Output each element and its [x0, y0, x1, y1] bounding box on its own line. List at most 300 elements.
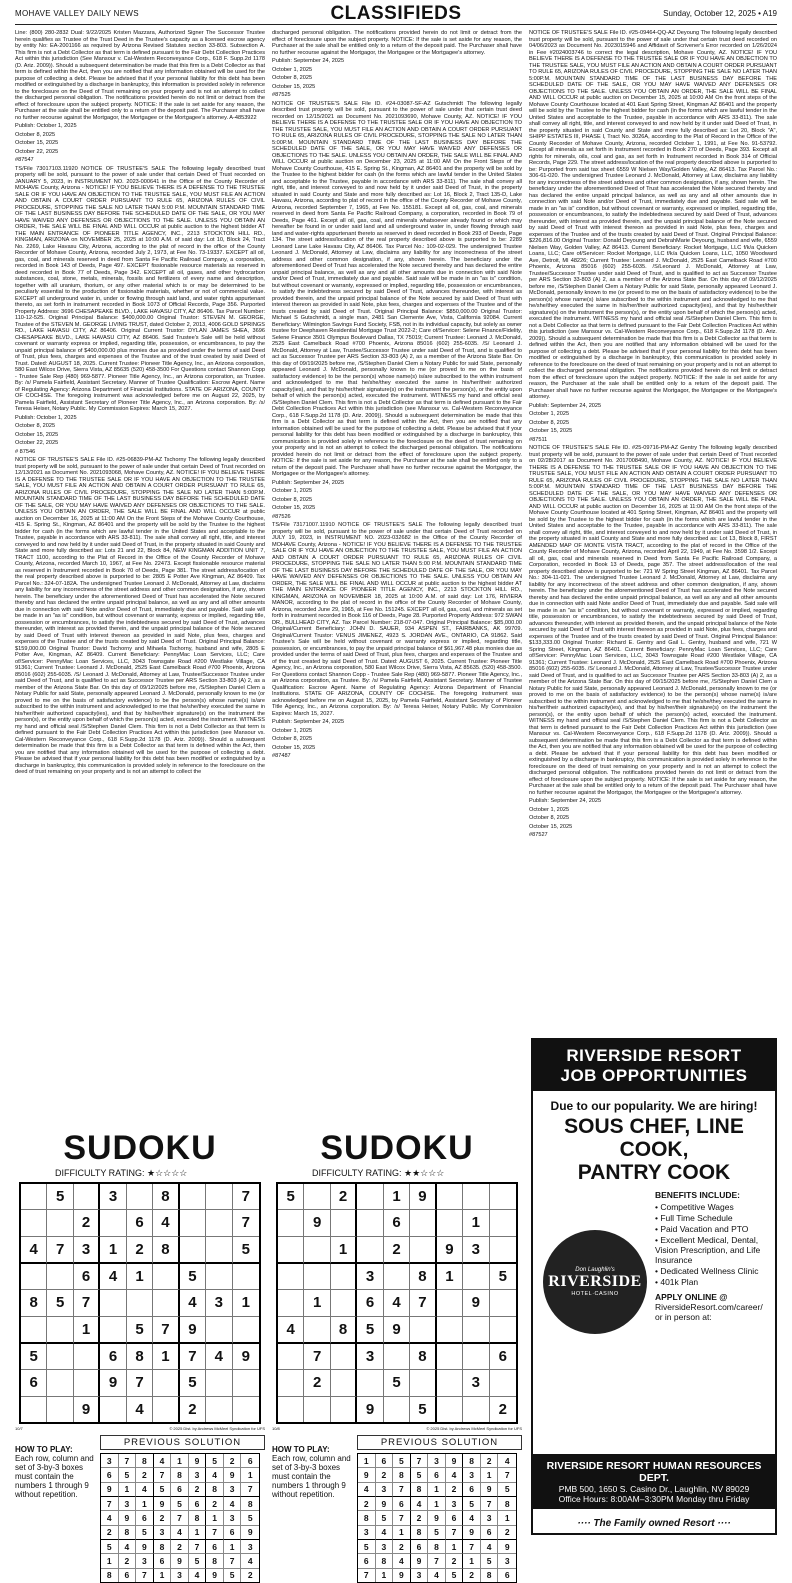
- notice-paragraph: Publish: September 24, 2025: [529, 402, 602, 409]
- solution-cell: 3: [241, 1540, 259, 1554]
- sudoku-cell: 5: [278, 1184, 304, 1210]
- solution-cell: 6: [171, 1483, 189, 1497]
- sudoku-cell: [180, 1184, 206, 1210]
- solution-cell: 6: [154, 1554, 172, 1568]
- sudoku-cell: 1: [153, 1344, 179, 1370]
- sudoku-cell: [153, 1290, 179, 1316]
- solution-cell: 1: [119, 1483, 137, 1497]
- sudoku-cell: [463, 1184, 489, 1210]
- notice-paragraph: October 8, 2025: [529, 419, 570, 426]
- notice-paragraph: October 1, 2025: [529, 806, 570, 813]
- solution-cell: 8: [428, 1540, 446, 1554]
- sudoku-cell: 2: [180, 1397, 206, 1422]
- sudoku-cell: 1: [127, 1264, 153, 1290]
- sudoku-cell: [304, 1317, 330, 1344]
- solution-cell: 7: [393, 1511, 411, 1525]
- solution-cell: 1: [206, 1511, 224, 1525]
- solution-cell: 9: [171, 1554, 189, 1568]
- sudoku-cell: 9: [74, 1397, 100, 1422]
- solution-cell: 1: [428, 1497, 446, 1511]
- solution-cell: 7: [136, 1569, 154, 1582]
- solution-cell: 8: [101, 1569, 119, 1582]
- sudoku-cell: [206, 1370, 232, 1396]
- solution-cell: 7: [428, 1554, 446, 1568]
- sudoku-cell: [437, 1370, 463, 1396]
- solution-cell: 4: [136, 1483, 154, 1497]
- solution-cell: 2: [463, 1569, 481, 1582]
- sudoku-cell: 1: [100, 1237, 126, 1264]
- solution-cell: 1: [224, 1540, 242, 1554]
- sudoku-cell: 3: [100, 1184, 126, 1210]
- notice-paragraph: #87511: [529, 436, 548, 443]
- sudoku-cell: [278, 1264, 304, 1290]
- solution-cell: 3: [428, 1454, 446, 1468]
- solution-cell: 3: [136, 1554, 154, 1568]
- sudoku-cell: 8: [331, 1317, 357, 1344]
- sudoku-cell: [233, 1264, 259, 1290]
- solution-cell: 4: [428, 1569, 446, 1582]
- sudoku-cell: 5: [233, 1237, 259, 1264]
- solution-cell: 4: [481, 1540, 499, 1554]
- solution-cell: 8: [358, 1511, 376, 1525]
- previous-solution-title: PREVIOUS SOLUTION: [100, 1435, 265, 1450]
- notice-paragraph: NOTICE OF TRUSTEE'S SALE File ID. #25-09464-QQ-AZ Deyoung The following legally described trust property will be sold, pursuant to the power of sale under that certain trust deed recorded on 04/06/2023 as Document No. 2023015946 and Affidavit of Scrivener's Error recorded on 1/26/2024 in Fee #2024003746 to correct the legal description, Mohave County, AZ. NOTICE! IF YOU BELIEVE THERE IS A DEFENSE TO THE TRUSTEE SALE OR IF YOU HAVE AN OBJECTION TO THE TRUSTEE SALE, YOU MUST FILE AN ACTION AND OBTAIN A COURT ORDER PURSUANT TO RULE 65, ARIZONA RULES OF CIVIL PROCEDURE, STOPPING THE SALE NO LATER THAN 5:00P.M. MOUNTAIN STANDARD TIME OF THE LAST BUSINESS DAY BEFORE THE SCHEDULED DATE OF THE SALE, OR YOU MAY HAVE WAIVED ANY DEFENSES OR OBJECTIONS TO THE SALE. UNLESS YOU OBTAIN AN ORDER, THE SALE WILL BE FINAL AND WILL OCCUR at public auction on December 15, 2025 at 10:00 AM On the front steps of the Mohave County Courthouse located at 401 East Spring Street, Kingman AZ 86401 and the property will be sold by the Trustee to the highest bidder for cash (in the forms which are lawful tender in the United States and acceptable to the Trustee, payable in accordance with ARS 33-811). The sale shall convey all right, title, and interest conveyed to and now held by it under said Deed of Trust, in the property situated in said County and State and more fully described as: Lot 20, Block "A", SHIPP ESTATES III, PHASE I, Tract No. 3026A, according to the Plat of Record in the Office of the County Recorder of Mohave County, Arizona, recorded October 1, 1991, at Fee No. 91-53792. Except all minerals as set forth in Instrument recorded in Book 270 of Deeds, Page 393. Except all rights for minerals, oils, coal and gas, as set forth in Instrument recorded in Book 314 of Official Records, Page 229. The street address/location of the real property described above is purported to be: Purported from said tax sheet 6559 W Nielsen Way/Golden Valley, AZ 86413. Tax Parcel No.: 306-61-020. The undersigned Trustee Leonard J. McDonald, Attorney at Law, disclaims any liability for any incorrectness of the street address and other common designation, if any, shown herein. The beneficiary under the aforementioned Deed of Trust has accelerated the Note secured thereby and has declared the entire unpaid principal balance, as well as any and all other amounts due in connection with said Note and/or Deed of Trust, immediately due and payable. Said sale will be made in an "as is" condition, but without covenant or warranty, expressed or implied, regarding title, possession or encumbrances, to satisfy the indebtedness secured by said Deed of Trust, advances thereunder, with interest as provided therein, and the unpaid principal balance of the Note secured by said Deed of Trust with interest thereon as provided in said Note, plus fees, charges and expenses of the Trustee and of the trusts created by said Deed of Trust. Original Principal Balance: $226,816.00 Original Trustor: Donald Deyoung and DebrahMarie Deyoung, husband and wife, 6559 Nielsen Way, Golden Valley, AZ 86413. Current Beneficiary: Rocket Mortgage, LLC f/k/a Quicken Loans, LLC; Care of/Servicer: Rocket Mortgage, LLC f/k/a Quicken Loans, LLC, 1050 Woodward Ave, Detroit, MI 48226; Current Trustee: Leonard J. McDonald, 2525 East Camelback Road #700 Phoenix, Arizona 85016 (602) 255-6035. /S/Leonard J. McDonald, Attorney at Law, Trustee/Successor Trustee under said Deed of Trust, and is qualified to act as Successor Trustee per ARS Section 33-803 (A) 2, as a member of the Arizona State Bar. On this day of 09/12/2025 before me, /S/Stephen Daniel Clem a Notary Public for said State, personally appeared Leonard J. McDonald, personally known to me (or proved to me on the basis of satisfactory evidence) to be the person(s) whose name(s) is/are subscribed to the within instrument and acknowledged to me that he/she/they executed the same in his/her/their authorized capacity(ies), and that by his/her/their signature(s) on the instrument the person(s), or the entity upon behalf of which the person(s) acted, executed the instrument. WITNESS my hand and official seal /S/Stephen Daniel Clem. This firm is not a Debt Collector as that term is defined pursuant to the Fair Debt Collection Practices Act within this jurisdiction (see Mansour vs. Cal-Western Reconveyance Corp., 618 F.Supp.2d 1178 (D. Ariz. 2009)). Should a subsequent determination be made that this firm is a Debt Collector as that term is defined within the Act, then you are notified that any information obtained will be used for the purpose of collecting a debt. Please be advised that if your personal liability for this debt has been modified or extinguished by a discharge in bankruptcy, this communication is provided solely in reference to the foreclosure on the deed of trust remaining on your property and is not an attempt to collect the discharged personal obligation. The notifications provided herein do not limit or detract from the effect of foreclosure upon the subject property. NOTICE: If the sale is set aside for any reason, the Purchaser at the sale shall be entitled only to a return of the deposit paid. The Purchaser shall have no further recourse against the Mortgagor, the Mortgagee or the Mortgagee's attorney.: [529, 30, 777, 400]
- solution-cell: 3: [411, 1569, 429, 1582]
- solution-cell: 7: [101, 1497, 119, 1511]
- solution-cell: 3: [498, 1554, 516, 1568]
- solution-cell: 2: [247, 1570, 253, 1581]
- previous-solution-title: PREVIOUS SOLUTION: [357, 1435, 522, 1450]
- sudoku-cell: [278, 1397, 304, 1422]
- solution-cell: 2: [358, 1497, 376, 1511]
- solution-cell: 5: [241, 1511, 259, 1525]
- solution-cell: 3: [119, 1497, 137, 1511]
- riverside-logo: [543, 1230, 647, 1334]
- apply-in-person: or in person at:: [655, 1312, 712, 1322]
- sudoku-cell: 7: [127, 1370, 153, 1396]
- notice-paragraph: Publish: October 1, 2025: [15, 414, 77, 421]
- sudoku-cell: [437, 1290, 463, 1316]
- sudoku-cell: 1: [331, 1237, 357, 1264]
- solution-cell: 1: [154, 1569, 172, 1582]
- paper-name: MOHAVE VALLEY DAILY NEWS: [15, 9, 139, 18]
- notice-paragraph: Publish: September 24, 2025: [272, 58, 345, 64]
- sudoku-cell: 9: [357, 1397, 383, 1422]
- solution-cell: 7: [411, 1454, 429, 1468]
- sudoku-cell: [437, 1210, 463, 1236]
- sudoku-cell: [331, 1397, 357, 1422]
- sudoku-cell: [47, 1264, 73, 1290]
- benefit-item: • Full Time Schedule: [655, 1213, 733, 1223]
- notice-paragraph: NOTICE OF TRUSTEE'S SALE File ID. #25-06839-PM-AZ Tschorny The following legally described trust property will be sold, pursuant to the power of sale under that certain Deed of Trust recorded on 12/13/2021 as Document No. 2021093068, Mohave County, AZ. NOTICE! IF YOU BELIEVE THERE IS A DEFENSE TO THE TRUSTEE SALE OR IF YOU HAVE AN OBJECTION TO THE TRUSTEE SALE, YOU MUST FILE AN ACTION AND OBTAIN A COURT ORDER PURSUANT TO RULE 65, ARIZONA RULES OF CIVIL PROCEDURE, STOPPING THE SALE NO LATER THAN 5:00P.M. MOUNTAIN STANDARD TIME OF THE LAST BUSINESS DAY BEFORE THE SCHEDULED DATE OF THE SALE, OR YOU MAY HAVE WAIVED ANY DEFENSES OR OBJECTIONS TO THE SALE. UNLESS YOU OBTAIN AN ORDER, THE SALE WILL BE FINAL AND WILL OCCUR at public auction on December 16, 2025 at 11:00 AM On the Front Steps of the Mohave County Courthouse, 415 E. Spring St., Kingman, AZ 86401 and the property will be sold by the Trustee to the highest bidder for cash (in the forms which are lawful tender in the United States and acceptable to the Trustee, payable in accordance with ARS 33-811). The sale shall convey all right, title, and interest conveyed to and now held by it under said Deed of Trust, in the property situated in said County and State and more fully described as: Lots 21 and 22, Block 84, NEW KINGMAN ADDITION UNIT 7, TRACT 1100, according to the Plat of Record in the Office of the County Recorder of Mohave County, Arizona, recorded March 10, 1967, at Fee No. 22473. Except fissionable resource material as reserved in Instrument recorded in Book 70 of Deeds, Page 381. The street address/location of the real property described above is purported to be: 2805 E Potter Ave Kingman, AZ 86409. Tax Parcel No.: 324-07-182A. The undersigned Trustee Leonard J. McDonald, Attorney at Law, disclaims any liability for any incorrectness of the street address and other common designation, if any, shown herein. The beneficiary under the aforementioned Deed of Trust has accelerated the Note secured thereby and has declared the entire unpaid principal balance, as well as any and all other amounts due in connection with said Note and/or Deed of Trust, immediately due and payable. Said sale will be made in an "as is" condition, but without covenant or warranty, express or implied, regarding title, possession or encumbrances, to satisfy the indebtedness secured by said Deed of Trust, advances thereunder, with interest as provided therein, and the unpaid principal balance of the Note secured by said Deed of Trust with interest thereon as provided in said Note, plus fees, charges and expenses of the Trustee and of the trusts created by said Deed of Trust. Original Principal Balance: $159,000.00 Original Trustor: David Tschorny and Mihaela Tschorny, husband and wife, 2805 E Potter Ave, Kingman, AZ 86409. Current Beneficiary: PennyMac Loan Services, LLC; Care of/Servicer: PennyMac Loan Services, LLC, 3043 Townsgate Road #200 Westlake Village, CA 91361; Current Trustee: Leonard J. McDonald, 2525 East Camelback Road #700 Phoenix, Arizona 85016 (602) 255-6035. /S/ Leonard J. McDonald, Attorney at Law, Trustee/Successor Trustee under said Deed of Trust, and is qualified to act as Successor Trustee per ARS Section 33-803 (A) 2, as a member of the Arizona State Bar. On this day of 09/12/2025 before me, /S/Stephen Daniel Clem a Notary Public for said State, personally appeared Leonard J. McDonald, personally known to me (or proved to me on the basis of satisfactory evidence) to be the person(s) whose name(s) is/are subscribed to the within instrument and acknowledged to me that he/she/they executed the same in his/her/their authorized capacity(ies), and that by his/her/their signature(s) on the instrument the person(s), or the entity upon behalf of which the person(s) acted, executed the instrument. WITNESS my hand and official seal /S/Stephen Daniel Clem. This firm is not a Debt Collector as that term is defined pursuant to the Fair Debt Collection Practices Act within this jurisdiction (see Mansour vs. Cal-Western Reconveyance Corp., 618 F.Supp.2d 1178 (D. Ariz. 2009)). Should a subsequent determination be made that this firm is a Debt Collector as that term is defined within the Act, then you are notified that any information obtained will be used for the purpose of collecting a debt. Please be advised that if your personal liability for this debt has been modified or extinguished by a discharge in bankruptcy, this communication is provided solely in reference to the foreclosure on the deed of trust remaining on your property and is not an attempt to collect the: [15, 457, 265, 775]
- sudoku-cell: 4: [180, 1290, 206, 1316]
- solution-cell: 2: [119, 1554, 137, 1568]
- sudoku-cell: [357, 1210, 383, 1236]
- solution-cell: 8: [119, 1526, 137, 1540]
- solution-cell: 4: [189, 1569, 207, 1582]
- solution-cell: 8: [481, 1569, 499, 1582]
- solution-cell: 5: [463, 1497, 481, 1511]
- sudoku-cell: 5: [180, 1264, 206, 1290]
- sudoku-cell: 6: [384, 1210, 410, 1236]
- solution-cell: 2: [481, 1454, 499, 1468]
- notice-paragraph: October 15, 2025: [529, 823, 573, 830]
- sudoku-cell: 5: [357, 1317, 383, 1344]
- sudoku-cell: 9: [233, 1344, 259, 1370]
- sudoku-cell: 5: [410, 1397, 436, 1422]
- sudoku-cell: [100, 1317, 126, 1344]
- solution-cell: 3: [481, 1511, 499, 1525]
- sudoku-cell: 3: [463, 1370, 489, 1396]
- sudoku-cell: [100, 1210, 126, 1236]
- sudoku-cell: [180, 1210, 206, 1236]
- sudoku-cell: [410, 1317, 436, 1344]
- sudoku-cell: 2: [331, 1184, 357, 1210]
- solution-cell: 1: [358, 1454, 376, 1468]
- sudoku-cell: [490, 1290, 516, 1316]
- solution-cell: 6: [241, 1454, 259, 1468]
- notice-paragraph: TS/File 73017103.11920 NOTICE OF TRUSTEE'S SALE The following legally described trust property will be sold, pursuant to the power of sale under that certain Deed of Trust recorded on JANUARY 5, 2023, in INSTRUMENT NO. 2023-000641 in the Office of the County Recorder of MOHAVE County, Arizona - NOTICE! IF YOU BELIEVE THERE IS A DEFENSE TO THE TRUSTEE SALE OR IF YOU HAVE AN OBJECTION TO THE TRUSTEE SALE, YOU MUST FILE AN ACTION AND OBTAIN A COURT ORDER PURSUANT TO RULE 65, ARIZONA RULES OF CIVIL PROCEDURE, STOPPING THE SALE NO LATER THAN 5:00 P.M. MOUNTAIN STANDARD TIME OF THE LAST BUSINESS DAY BEFORE THE SCHEDULED DATE OF THE SALE, OR YOU MAY HAVE WAIVED ANY DEFENSES OR OBJECTIONS TO THE SALE. UNLESS YOU OBTAIN AN ORDER, THE SALE WILL BE FINAL AND WILL OCCUR at public auction to the highest bidder AT THE MAIN ENTRANCE OF PIONEER TITLE AGENCY, INC., 2213 STOCKTON HILL RD., KINGMAN, ARIZONA on NOVEMBER 25, 2025 at 10:00 A.M. of said day: Lot 10, Block 24, Tract No. 2269, Lake Havasu City, Arizona, according to the plat of record in the office of the County Recorder of Mohave County, Arizona, recorded July 2, 1973, at Fee No. 73-19337. EXCEPT all oil, gas, coal, and minerals reserved in deed from Santa Fe Pacific Railroad Company, a corporation, recorded in Book 143 of Deeds, Page 497. EXCEPT fissionable resource materials as reserved in deed recorded in Book 77 of Deeds, Page 342. EXCEPT all oil, gases, and other hydrocarbon substances, coal, stone, metals, minerals, fossils and fertilizers of every name and description, together with all uranium, thorium, or any other material which is or may be determined to be peculiarly essential to the production of fissionable materials, whether or not of commercial value. EXCEPT all underground water in, under or flowing through said land, and water rights appurtenant thereto, as set forth in instrument recorded in Book 1073 of Official Records, Page 356. Purported Property Address: 3696 CHESAPEAKE BLVD., LAKE HAVASU CITY, AZ 86406. Tax Parcel Number: 110-12-525. Original Principal Balance: $400,000.00 Original Trustor: STEVEN M. GEORGE, Trustee of the STEVEN M. GEORGE LIVING TRUST, dated October 2, 2013, 4006 GOLD SPRINGS RD., LAKE HAVASU CITY, AZ 86406. Original Current Trustor: DYLAN JAMES SHEA, 3696 CHESAPEAKE BLVD., LAKE HAVASU CITY, AZ 86406. Said Trustee's Sale will be held without covenant or warranty express or implied, regarding title, possession, or encumbrances, to pay the unpaid principal balance of $400,000.00 plus monies due as provided under the terms of said Deed of Trust, plus fees, charges and expenses of the Trustee and of the trust created by said Deed of Trust. Dated: AUGUST 18, 2025. Current Trustee: Pioneer Title Agency, Inc., an Arizona corporation, 580 East Wilcox Drive, Sierra Vista, AZ 85635 (520) 458-3500 For Questions contact Shannon Copp - Trustee Sale Rep (480) 969-5877. Pioneer Title Agency, Inc., an Arizona corporation, as Trustee. By: /s/ Pamela Fairfield, Assistant Secretary. Manner of Trustee Qualification: Escrow Agent. Name of Regulating Agency: Arizona Department of Financial Institutions. STATE OF ARIZONA, COUNTY OF COCHISE. The foregoing instrument was acknowledged before me on August 22, 2025, by Pamela Fairfield, Assistant Secretary of Pioneer Title Agency, Inc., an Arizona corporation. By: /s/ Teresa Heiser, Notary Public. My Commission Expires: March 15, 2027.: [15, 165, 265, 412]
- sudoku-cell: [74, 1184, 100, 1210]
- sudoku-cell: [127, 1184, 153, 1210]
- solution-cell: 6: [101, 1468, 119, 1482]
- solution-cell: 9: [411, 1554, 429, 1568]
- sudoku-cell: [153, 1370, 179, 1396]
- how-to-play-title: HOW TO PLAY:: [272, 1445, 330, 1454]
- difficulty-rating: DIFFICULTY RATING: ★★☆☆☆: [312, 1168, 445, 1178]
- solution-cell: 4: [446, 1468, 464, 1482]
- benefit-item: • Paid Vacation and PTO: [655, 1224, 749, 1234]
- solution-cell: 7: [446, 1526, 464, 1540]
- logo-script-text: Don Laughlin's: [575, 1267, 615, 1273]
- notice-paragraph: Publish: September 24, 2025: [272, 719, 345, 725]
- sudoku-cell: [410, 1237, 436, 1264]
- sudoku-cell: 4: [153, 1210, 179, 1236]
- masthead: [15, 3, 777, 25]
- solution-cell: 9: [481, 1483, 499, 1497]
- sudoku-cell: 2: [74, 1210, 100, 1236]
- sudoku-cell: [463, 1344, 489, 1370]
- solution-cell: 8: [154, 1540, 172, 1554]
- solution-cell: 9: [463, 1526, 481, 1540]
- notice-paragraph: October 8, 2025: [272, 736, 313, 742]
- benefit-item: • 401k Plan: [655, 1277, 699, 1287]
- solution-cell: 4: [358, 1483, 376, 1497]
- notice-paragraph: #87527: [529, 832, 548, 838]
- sudoku-cell: [331, 1344, 357, 1370]
- sudoku-cell: 9: [180, 1317, 206, 1344]
- sudoku-cell: [127, 1290, 153, 1316]
- solution-cell: 6: [504, 1570, 510, 1581]
- sudoku-cell: 9: [463, 1290, 489, 1316]
- notice-paragraph: October 15, 2025: [272, 83, 316, 90]
- legal-notices-column-2: [272, 30, 522, 1080]
- sudoku-cell: 6: [74, 1264, 100, 1290]
- solution-cell: 9: [136, 1540, 154, 1554]
- sudoku-cell: [278, 1237, 304, 1264]
- sudoku-puzzle-2: [272, 1129, 522, 1581]
- sudoku-cell: [410, 1370, 436, 1396]
- solution-cell: 6: [463, 1483, 481, 1497]
- ad-title-resort: RIVERSIDE RESORT: [566, 1046, 742, 1065]
- solution-cell: 2: [206, 1497, 224, 1511]
- solution-cell: 8: [171, 1468, 189, 1482]
- notice-paragraph: #87547: [15, 157, 34, 163]
- solution-cell: 9: [241, 1526, 259, 1540]
- how-to-play-text: Each row, column and set of 3-by-3 boxes must contain the numbers 1 through 9 without repetition.: [15, 1454, 94, 1499]
- solution-cell: 6: [446, 1511, 464, 1525]
- sudoku-cell: 1: [74, 1317, 100, 1344]
- sudoku-cell: [47, 1344, 73, 1370]
- how-to-play-text: Each row, column and set of 3-by-3 boxes must contain the numbers 1 through 9 without repetition.: [272, 1454, 351, 1499]
- solution-cell: 7: [189, 1540, 207, 1554]
- solution-cell: 7: [224, 1554, 242, 1568]
- solution-cell: 1: [101, 1554, 119, 1568]
- solution-cell: 7: [119, 1454, 137, 1468]
- sudoku-cell: [47, 1210, 73, 1236]
- notice-paragraph: October 8, 2025: [272, 75, 313, 81]
- sudoku-cell: 5: [490, 1264, 516, 1290]
- solution-cell: 8: [411, 1483, 429, 1497]
- solution-cell: 8: [206, 1483, 224, 1497]
- sudoku-cell: [490, 1370, 516, 1396]
- sudoku-cell: [278, 1210, 304, 1236]
- solution-cell: 6: [393, 1497, 411, 1511]
- sudoku-cell: [233, 1370, 259, 1396]
- sudoku-cell: [21, 1184, 47, 1210]
- notice-paragraph: October 8, 2025: [529, 815, 570, 821]
- solution-cell: 3: [446, 1497, 464, 1511]
- apply-label: APPLY ONLINE @: [655, 1292, 728, 1302]
- solution-cell: 5: [154, 1483, 172, 1497]
- solution-cell: 4: [101, 1511, 119, 1525]
- sudoku-cell: [206, 1184, 232, 1210]
- sudoku-cell: [331, 1290, 357, 1316]
- solution-cell: 8: [463, 1454, 481, 1468]
- sudoku-cell: [233, 1397, 259, 1422]
- previous-solution-grid: [357, 1453, 517, 1583]
- solution-cell: 2: [393, 1540, 411, 1554]
- notice-paragraph: Publish: October 1, 2025: [15, 123, 77, 129]
- solution-cell: 9: [428, 1511, 446, 1525]
- sudoku-cell: [278, 1290, 304, 1316]
- previous-solution-section: [15, 1435, 265, 1581]
- legal-notices-column-3: [529, 30, 777, 1040]
- sudoku-cell: [21, 1264, 47, 1290]
- notice-paragraph: discharged personal obligation. The notifications provided herein do not limit or detract from the effect of foreclosure upon the subject property. NOTICE: If the sale is set aside for any reason, the Purchaser at the sale shall be entitled only to a return of the deposit paid. The Purchaser shall have no further recourse against the Mortgagor, the Mortgagee or the Mortgagee's attorney.: [272, 30, 522, 56]
- solution-cell: 4: [241, 1554, 259, 1568]
- sudoku-puzzle-1: [15, 1129, 265, 1581]
- solution-cell: 9: [376, 1497, 394, 1511]
- notice-paragraph: October 1, 2025: [272, 488, 313, 494]
- benefit-item: • Competitive Wages: [655, 1202, 734, 1212]
- sudoku-cell: 9: [304, 1210, 330, 1236]
- solution-cell: 8: [241, 1497, 259, 1511]
- sudoku-cell: 9: [384, 1317, 410, 1344]
- solution-cell: 3: [224, 1483, 242, 1497]
- sudoku-cell: [384, 1397, 410, 1422]
- solution-cell: 7: [171, 1511, 189, 1525]
- solution-cell: 6: [224, 1526, 242, 1540]
- sudoku-cell: [21, 1317, 47, 1344]
- solution-cell: 1: [136, 1497, 154, 1511]
- solution-cell: 5: [119, 1468, 137, 1482]
- sudoku-cell: [206, 1210, 232, 1236]
- sudoku-cell: [47, 1317, 73, 1344]
- solution-cell: 6: [358, 1554, 376, 1568]
- solution-cell: 3: [171, 1569, 189, 1582]
- solution-cell: 8: [393, 1468, 411, 1482]
- solution-cell: 7: [241, 1483, 259, 1497]
- sudoku-cell: 7: [180, 1344, 206, 1370]
- solution-cell: 5: [101, 1540, 119, 1554]
- notice-paragraph: Line: (800) 280-2832 Dual: 9/22/2025 Kristen Mazzara, Authorized Signer The Successor Trustee herein qualifies as Trustee of the Trust Deed in the Trustee's capacity as a licensed escrow agency by entity No: EA-2001166 as required by Arizona Revised Statutes section 33-803. Subsection A. This firm is not a Debt Collector as that term is defined pursuant to the Fair Debt Collection Practices Act within this jurisdiction (See Mansour v. Cal-Western Reconveyance Corp., 618 F. Supp.2d 1178 (D. Ariz. 2009)). Should a subsequent determination be made that this firm is a Debt Collector as that term is defined within the Act, then you are notified that any information obtained will be used for the purpose of collecting a debt. Please be advised that if your personal liability for this debt has been modified or extinguished by a discharge in bankruptcy, this information is provided solely in reference to the foreclosure on the Deed of Trust remaining on your property and is not an attempt to collect the discharged personal obligation. The notifications provided herein do not limit or detract from the effect of foreclosure upon the subject property. NOTICE: If the sale is set aside for any reason, the Purchaser at the sale shall be entitled only to a return of the deposit paid. The Purchaser shall have no further recourse against the Mortgagor, the Mortgagee or the Mortgagee's attorney. A-4853922: [15, 30, 265, 121]
- notice-paragraph: #87525: [272, 92, 291, 98]
- sudoku-cell: 2: [384, 1237, 410, 1264]
- previous-solution-grid: [100, 1453, 260, 1583]
- sudoku-cell: [490, 1210, 516, 1236]
- sudoku-cell: 6: [490, 1344, 516, 1370]
- solution-cell: 7: [463, 1540, 481, 1554]
- solution-cell: 5: [136, 1526, 154, 1540]
- sudoku-cell: 7: [47, 1237, 73, 1264]
- sudoku-cell: 8: [21, 1290, 47, 1316]
- solution-cell: 7: [206, 1526, 224, 1540]
- sudoku-cell: [304, 1264, 330, 1290]
- solution-cell: 2: [189, 1483, 207, 1497]
- sudoku-cell: 3: [206, 1290, 232, 1316]
- solution-cell: 9: [206, 1569, 224, 1582]
- solution-cell: 3: [376, 1483, 394, 1497]
- sudoku-cell: 8: [410, 1344, 436, 1370]
- previous-solution-section: [272, 1435, 522, 1581]
- sudoku-cell: [206, 1397, 232, 1422]
- sudoku-grid: [276, 1182, 518, 1424]
- sudoku-cell: [463, 1317, 489, 1344]
- notice-paragraph: October 1, 2025: [272, 727, 313, 734]
- sudoku-cell: [357, 1237, 383, 1264]
- solution-cell: 4: [154, 1454, 172, 1468]
- how-to-play: [272, 1445, 352, 1499]
- legal-notices-column-1: [15, 30, 265, 1130]
- notice-paragraph: October 1, 2025: [272, 66, 313, 73]
- solution-cell: 9: [393, 1569, 411, 1582]
- solution-cell: 6: [428, 1468, 446, 1482]
- solution-cell: 1: [463, 1554, 481, 1568]
- solution-cell: 2: [101, 1526, 119, 1540]
- solution-cell: 2: [446, 1554, 464, 1568]
- solution-cell: 8: [498, 1497, 516, 1511]
- solution-cell: 6: [119, 1569, 137, 1582]
- sudoku-cell: [74, 1370, 100, 1396]
- solution-cell: 5: [206, 1454, 224, 1468]
- sudoku-cell: 6: [21, 1370, 47, 1396]
- page-date: Sunday, October 12, 2025 • A19: [663, 9, 777, 18]
- sudoku-cell: 6: [127, 1210, 153, 1236]
- solution-cell: 8: [411, 1526, 429, 1540]
- solution-cell: 9: [101, 1483, 119, 1497]
- difficulty-rating: DIFFICULTY RATING: ★☆☆☆☆: [55, 1168, 188, 1178]
- solution-cell: 9: [154, 1497, 172, 1511]
- ad-body: [533, 1190, 775, 1390]
- sudoku-cell: [74, 1344, 100, 1370]
- ad-title-jobs: JOB OPPORTUNITIES: [560, 1066, 748, 1085]
- sudoku-cell: 7: [410, 1290, 436, 1316]
- solution-cell: 8: [376, 1554, 394, 1568]
- solution-cell: 4: [119, 1540, 137, 1554]
- solution-cell: 4: [411, 1497, 429, 1511]
- solution-cell: 5: [498, 1483, 516, 1497]
- sudoku-copyright: © 2025 Dist. by Andrews McMeel Syndication for UFS: [169, 1426, 265, 1431]
- solution-cell: 4: [498, 1454, 516, 1468]
- sudoku-cell: [206, 1264, 232, 1290]
- sudoku-cell: 5: [21, 1344, 47, 1370]
- solution-cell: 2: [154, 1511, 172, 1525]
- solution-cell: 5: [446, 1569, 464, 1582]
- sudoku-cell: [331, 1264, 357, 1290]
- solution-cell: 5: [189, 1554, 207, 1568]
- sudoku-cell: [180, 1237, 206, 1264]
- sudoku-cell: 5: [180, 1370, 206, 1396]
- apply-url[interactable]: RiversideResort.com/career/: [655, 1302, 763, 1312]
- section-title: CLASSIFIEDS: [330, 3, 462, 24]
- sudoku-cell: 2: [304, 1370, 330, 1396]
- sudoku-cell: 9: [437, 1237, 463, 1264]
- solution-cell: 6: [136, 1511, 154, 1525]
- notice-paragraph: October 8, 2025: [15, 131, 56, 138]
- solution-cell: 2: [136, 1468, 154, 1482]
- notice-paragraph: October 15, 2025: [15, 140, 59, 146]
- solution-cell: 6: [411, 1540, 429, 1554]
- solution-cell: 6: [376, 1454, 394, 1468]
- ad-footer: ···· The Family owned Resort ····: [577, 1518, 731, 1529]
- solution-cell: 8: [189, 1511, 207, 1525]
- solution-cell: 2: [171, 1540, 189, 1554]
- benefits-items: [655, 1202, 773, 1287]
- sudoku-cell: 1: [384, 1184, 410, 1210]
- sudoku-cell: [278, 1370, 304, 1396]
- ad-headline-line-2: PANTRY COOK: [577, 1161, 731, 1184]
- solution-cell: 8: [136, 1454, 154, 1468]
- solution-cell: 7: [393, 1483, 411, 1497]
- sudoku-cell: [21, 1397, 47, 1422]
- sudoku-cell: [100, 1290, 126, 1316]
- solution-cell: 5: [358, 1540, 376, 1554]
- solution-cell: 5: [411, 1468, 429, 1482]
- sudoku-cell: [304, 1397, 330, 1422]
- notice-paragraph: October 22, 2025: [15, 148, 59, 155]
- sudoku-grid: [19, 1182, 261, 1424]
- solution-cell: 5: [428, 1526, 446, 1540]
- notice-paragraph: TS/File 73171007.11910 NOTICE OF TRUSTEE'S SALE The following legally described trust property will be sold, pursuant to the power of sale under that certain Deed of Trust recorded on JULY 19, 2023, in INSTRUMENT NO. 2023-032682 in the Office of the County Recorder of MOHAVE County, Arizona - NOTICE! IF YOU BELIEVE THERE IS A DEFENSE TO THE TRUSTEE SALE OR IF YOU HAVE AN OBJECTION TO THE TRUSTEE SALE, YOU MUST FILE AN ACTION AND OBTAIN A COURT ORDER PURSUANT TO RULE 65, ARIZONA RULES OF CIVIL PROCEDURE, STOPPING THE SALE NO LATER THAN 5:00 P.M. MOUNTAIN STANDARD TIME OF THE LAST BUSINESS DAY BEFORE THE SCHEDULED DATE OF THE SALE, OR YOU MAY HAVE WAIVED ANY DEFENSES OR OBJECTIONS TO THE SALE. UNLESS YOU OBTAIN AN ORDER, THE SALE WILL BE FINAL AND WILL OCCUR at public auction to the highest bidder AT THE MAIN ENTRANCE OF PIONEER TITLE AGENCY, INC., 2213 STOCKTON HILL RD., KINGMAN, ARIZONA on NOVEMBER 18, 2025 at 10:00 A.M. of said day: Lot 176, RIVIERA MANOR, according to the plat of record in the office of the County Recorder of Mohave County, Arizona, recorded June 29, 1965, at Fee No. 151245. EXCEPT all oil, gas, coal, and minerals as set forth in instrument recorded in Book 116 of Deeds, Page 28. Purported Property Address: 972 SWAN DR., BULLHEAD CITY, AZ. Tax Parcel Number: 218-07-047. Original Principal Balance: $85,000.00 Original/Current Beneficiary: JOHN D. SAUER, 934 ASPEN ST., FAIRBANKS, AK 99709. Original/Current Trustor: VENUS JIMENEZ, 4923 S. JORDAN AVE., ONTARIO, CA 91862. Said Trustee's Sale will be held without covenant or warranty express or implied, regarding title, possession, or encumbrances, to pay the unpaid principal balance of $61,967.48 plus monies due as provided under the terms of said Deed of Trust, plus fees, charges and expenses of the Trustee and of the trust created by said Deed of Trust. Dated: AUGUST 6, 2025. Current Trustee: Pioneer Title Agency, Inc., an Arizona corporation, 580 East Wilcox Drive, Sierra Vista, AZ 85635. (520) 458-3500. For Questions contact Shannon Copp - Trustee Sale Rep (480) 969-5877. Pioneer Title Agency, Inc., an Arizona corporation, as Trustee. By: /s/ Pamela Fairfield, Assistant Secretary. Manner of Trustee Qualification: Escrow Agent. Name of Regulating Agency: Arizona Department of Financial Institutions. STATE OF ARIZONA, COUNTY OF COCHISE. The foregoing instrument was acknowledged before me on August 15, 2025, by Pamela Fairfield, Assistant Secretary of Pioneer Title Agency, Inc., an Arizona corporation. By: /s/ Teresa Heiser, Notary Public. My Commission Expires: March 15, 2027.: [272, 522, 522, 717]
- sudoku-cell: [437, 1184, 463, 1210]
- solution-cell: 6: [206, 1540, 224, 1554]
- sudoku-cell: 9: [410, 1184, 436, 1210]
- sudoku-cell: 8: [410, 1264, 436, 1290]
- solution-cell: 5: [393, 1454, 411, 1468]
- solution-cell: 7: [481, 1497, 499, 1511]
- sudoku-cell: [304, 1237, 330, 1264]
- sudoku-cell: 2: [498, 1400, 507, 1418]
- sudoku-cell: [153, 1264, 179, 1290]
- solution-cell: 2: [411, 1511, 429, 1525]
- benefit-item: • Excellent Medical, Dental, Vision Prescription, and Life Insurance: [655, 1235, 761, 1265]
- solution-cell: 3: [154, 1526, 172, 1540]
- sudoku-date: 10/7: [15, 1426, 23, 1431]
- notice-paragraph: October 22, 2025: [15, 440, 59, 446]
- notice-paragraph: October 15, 2025: [272, 744, 316, 751]
- sudoku-date: 10/8: [272, 1426, 280, 1431]
